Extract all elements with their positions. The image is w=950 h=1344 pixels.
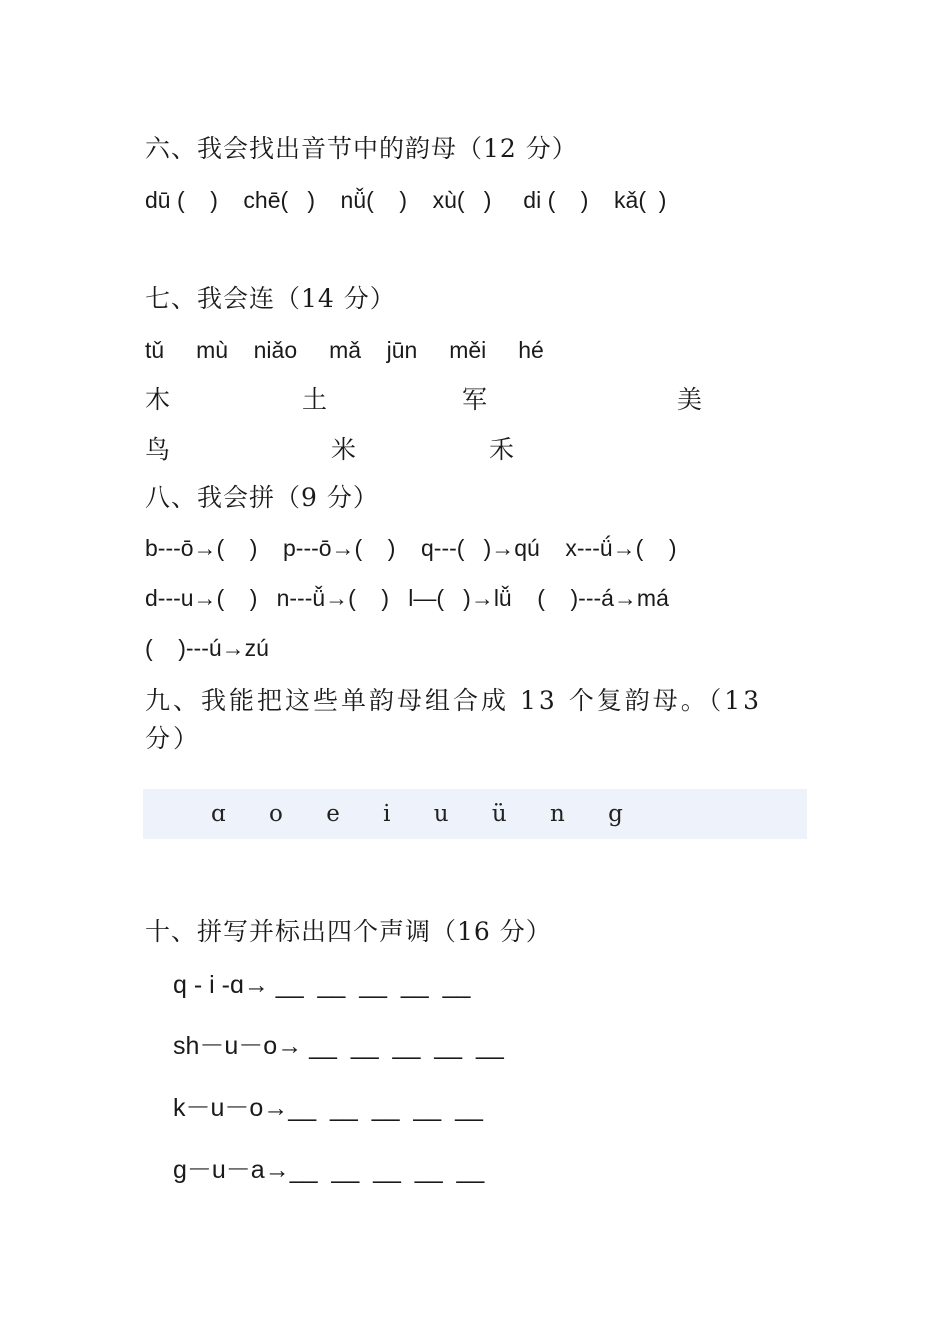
section-10-title: 十、拼写并标出四个声调（16 分） — [145, 917, 552, 946]
char-niao: 鸟 — [145, 435, 171, 464]
char-he: 禾 — [489, 435, 515, 464]
char-jun: 军 — [462, 385, 488, 414]
exercise-2: sh－u－o→ __ __ __ __ __ — [173, 1032, 504, 1060]
section-6-syllables: dū ( ) chē( ) nǚ( ) xù( ) di ( ) kǎ( ) — [145, 187, 667, 213]
exercise-3: k－u－o→__ __ __ __ __ — [173, 1094, 483, 1122]
section-6-title: 六、我会找出音节中的韵母（12 分） — [145, 134, 578, 163]
vowel-letters: ɑ o e i u ü n g — [211, 801, 639, 827]
section-8-line-2: d---u→( ) n---ǚ→( ) l—( )→lǚ ( )---á→má — [145, 585, 669, 611]
char-tu: 土 — [302, 385, 328, 414]
char-mei: 美 — [677, 385, 703, 414]
section-8-line-3: ( )---ú→zú — [145, 635, 269, 661]
vowel-box — [143, 789, 807, 839]
section-7-pinyin: tǔ mù niǎo mǎ jūn měi hé — [145, 337, 544, 363]
section-8-title: 八、我会拼（9 分） — [145, 483, 379, 512]
section-8-line-1: b---ō→( ) p---ō→( ) q---( )→qú x---ǘ→( ) — [145, 535, 677, 561]
section-7-title: 七、我会连（14 分） — [145, 284, 396, 313]
exercise-4: g－u－a→__ __ __ __ __ — [173, 1156, 485, 1184]
char-mu: 木 — [145, 385, 171, 414]
char-mi: 米 — [331, 435, 357, 464]
exercise-1: q - i -ɑ→ __ __ __ __ __ — [173, 971, 471, 999]
section-9-title: 九、我能把这些单韵母组合成 13 个复韵母。（13 分） — [145, 686, 763, 753]
